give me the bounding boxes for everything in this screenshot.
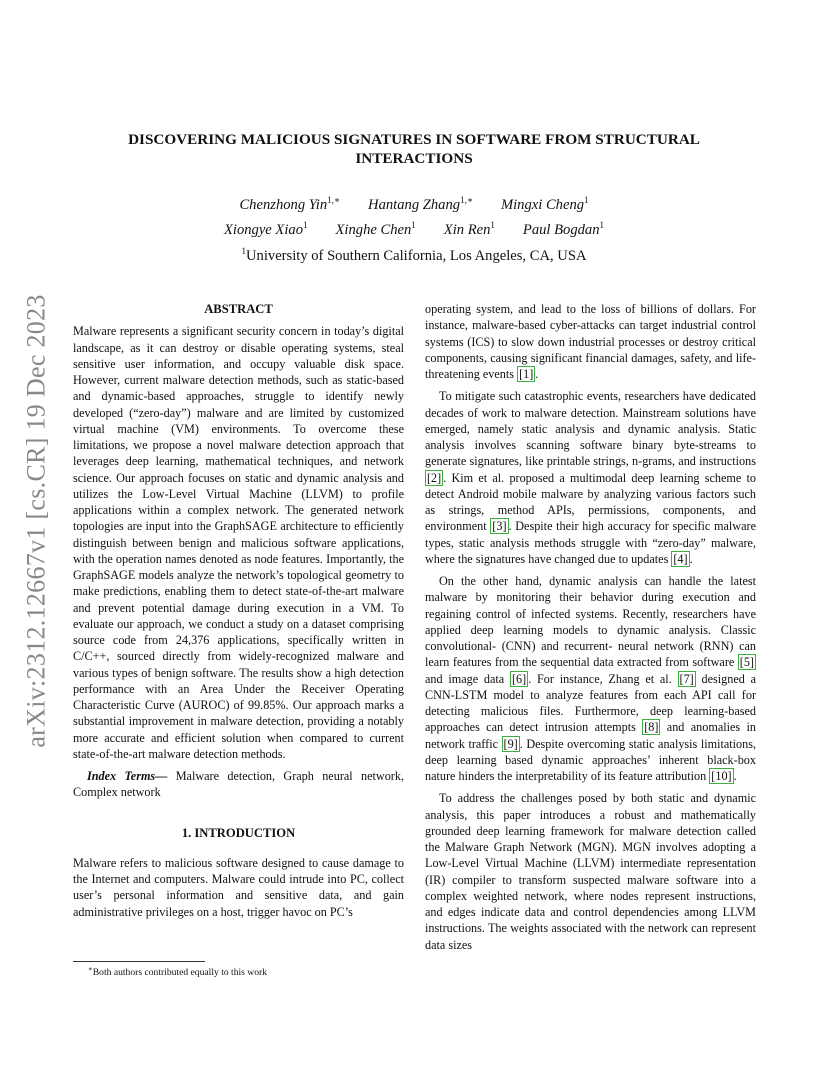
citation-link[interactable]: [3] [492, 519, 507, 534]
introduction-paragraph: Malware refers to malicious software designed to cause damage to the Internet and computers. Malware could intrude into PC, collect user’s personal information and sensitive data, and gain administrative privileges on a host, trigger havoc on PC’s [73, 855, 404, 919]
author: Mingxi Cheng$^1$ [500, 195, 589, 213]
author: Chenzhong Yin$^{1,∗}$ [239, 195, 341, 213]
abstract-heading: ABSTRACT [204, 302, 273, 316]
body-paragraph: On the other hand, dynamic analysis can handle the latest malware by monitoring their behavior during execution and regaining control of infected systems. Recently, researchers have applied deep learning models to dynamic analysis. Classic convolutional- (CNN) and recurrent- neural network (RNN) can learn features from the sequential data extracted from software [5] and image data [6] . For instance, Zhang et al. [7] designed a CNN-LSTM model to analyze features from each API call for detecting malicious files. Furthermore, deep learning-based approaches can detect intrusion attempts [8] and anomalies in network traffic [9] . Despite overcoming static analysis limitations, deep learning based dynamic approaches’ inherent black-box nature hinders the interpretability of its feature attribution [10] . [425, 574, 757, 783]
author: Xin Ren$^1$ [443, 219, 495, 238]
footnote-divider [73, 961, 205, 962]
author: Xinghe Chen$^1$ [335, 219, 416, 238]
arxiv-id-text: arXiv:2312.12667v1 [cs.CR] 19 Dec 2023 [22, 294, 51, 748]
author-list [110, 190, 718, 240]
introduction-heading: 1. INTRODUCTION [181, 825, 296, 840]
author-row-2 [110, 215, 718, 240]
abstract-text: Malware represents a significant security concern in today’s digital landscape, as it can destroy or disable operating systems, steal sensitive user information, and occupy valuable disk space. However, current malware detection methods, such as static-based and dynamic-based approaches, struggle to identify newly developed (“zero-day”) malware and are limited by customized virtual machine (VM) environments. To overcome these limitations, we propose a novel malware detection approach that leverages deep learning, mathematical techniques, and network science. Our approach focuses on static and dynamic analysis and utilizes the Low-Level Virtual Machine (LLVM) to profile applications within a complex network. The generated network topologies are input into the GraphSAGE architecture to efficiently distinguish between benign and malicious software applications, with the operation names denoted as node features. Importantly, the GraphSAGE models analyze the network’s topological geometry to make predictions, enabling them to detect state-of-the-art malware and prevent potential damage during execution in a VM. To evaluate our approach, we conduct a study on a dataset comprising source code from 24,376 applications, specifically written in C/C++, sourced directly from widely-recognized malware and various types of benign software. The results show a high detection performance with an Area Under the Receiver Operating Characteristic Curve (AUROC) of 99.85%. Our approach marks a substantial improvement in malware detection, providing a notably more accurate and efficient solution when compared to current state-of-the-art malware detection methods. [73, 324, 404, 761]
body-paragraph: operating system, and lead to the loss of billions of dollars. For instance, malware-based cyber-attacks can target industrial control systems (ICS) to slow down industrial processes or destroy critical components, causing significant financial damages, safety, and life-threatening events [1] . [425, 302, 756, 381]
arxiv-sidebar-stamp [22, 286, 52, 756]
index-terms: Index Terms— Malware detection, Graph neural network, Complex network [73, 769, 404, 800]
title-line-1: DISCOVERING MALICIOUS SIGNATURES IN SOFTWARE FROM STRUCTURAL [128, 131, 700, 148]
right-column [425, 301, 756, 953]
citation-link[interactable]: [6] [511, 671, 527, 686]
author: Xiongye Xiao$^1$ [223, 219, 308, 238]
footnote: ∗Both authors contributed equally to this work [88, 965, 268, 979]
author: Hantang Zhang$^{1,∗}$ [368, 195, 473, 213]
citation-link[interactable]: [8] [644, 720, 659, 735]
citation-link[interactable]: [7] [679, 671, 694, 686]
citation-link[interactable]: [9] [503, 736, 518, 751]
citation-link[interactable]: [5] [739, 655, 754, 670]
author: Paul Bogdan$^1$ [522, 219, 605, 238]
author-row-1 [110, 190, 718, 215]
title-line-2: INTERACTIONS [355, 150, 473, 167]
paper-title [60, 130, 768, 168]
citation-link[interactable]: [4] [673, 551, 688, 566]
citation-link[interactable]: [1] [519, 367, 534, 381]
citation-link[interactable]: [10] [711, 769, 732, 783]
body-paragraph: To mitigate such catastrophic events, researchers have dedicated decades of work to malware detection. Mainstream solutions have emerged, namely static analysis and dynamic analysis. Static analysis involves scanning software binary byte-streams to generate signatures, like printable strings, n-grams, and instructions [2] . Kim et al. proposed a multimodal deep learning scheme to detect Android mobile malware by analyzing various factors such as strings, method APIs, permissions, components, and environment [3] . Despite their high accuracy for specific malware types, static analysis methods struggle with “zero-day” malware, where the signatures have changed due to updates [4] . [425, 389, 756, 566]
left-column [73, 301, 404, 920]
body-paragraph: To address the challenges posed by both static and dynamic analysis, this paper introduces a robust and mathematically grounded deep learning framework for malware detection called the Malware Graph Network (MGN). MGN involves adopting a Low-Level Virtual Machine (LLVM) intermediate representation (IR) compiler to transform suspected malware software into a complex weighted network, where nodes represent instructions, and edges indicate data and control dependencies among LLVM instructions. The weights associated with the network can represent data sizes [425, 791, 756, 952]
citation-link[interactable]: [2] [427, 470, 442, 485]
affiliation: $^1$University of Southern California, Los Angeles, CA, USA [241, 246, 587, 264]
